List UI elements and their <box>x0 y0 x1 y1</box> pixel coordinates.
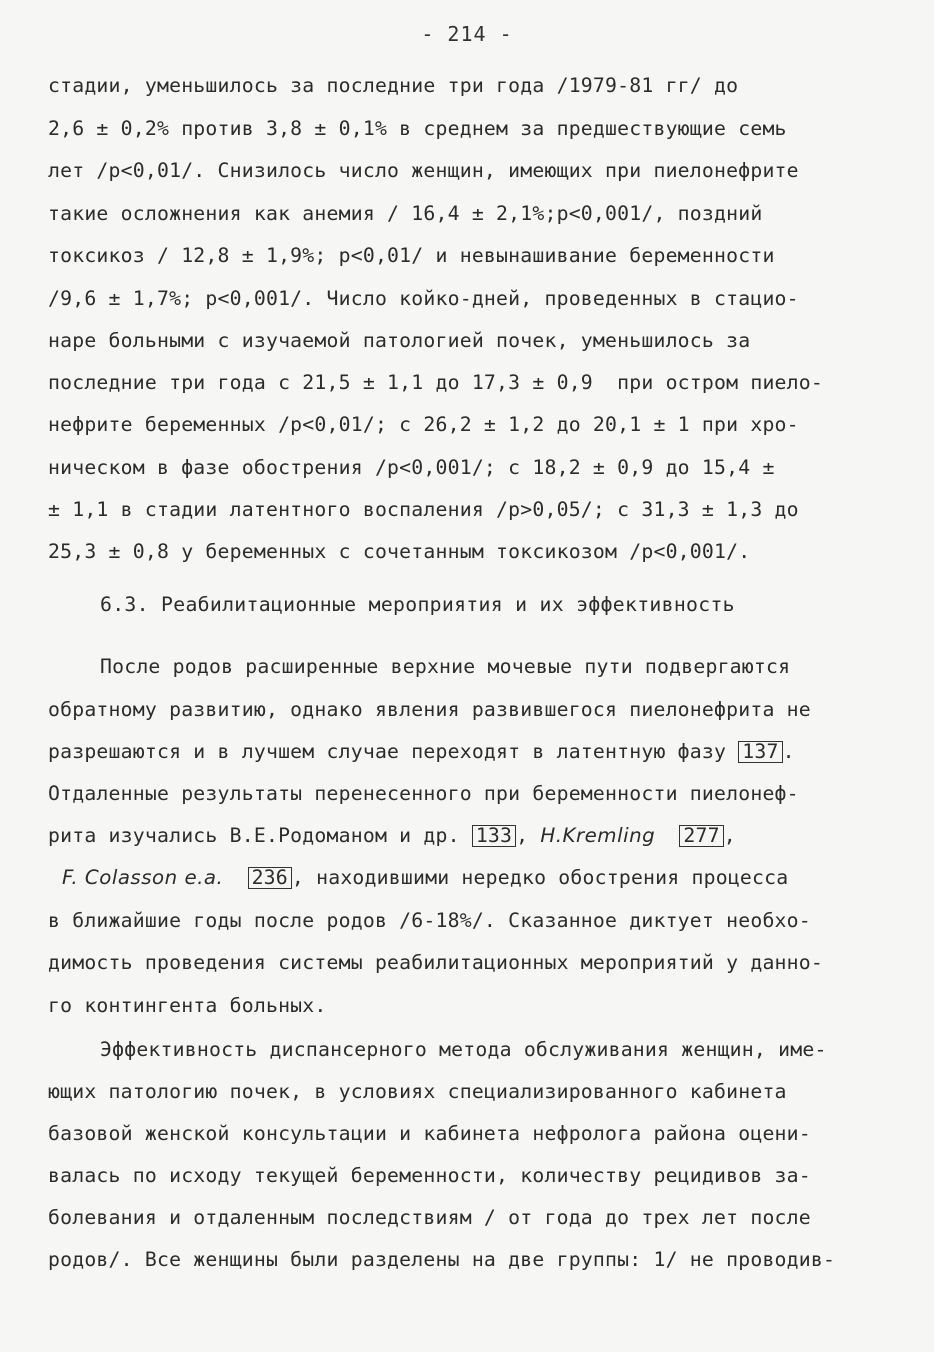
text-line: После родов расширенные верхние мочевые пути подвергаются <box>100 655 791 678</box>
text-span: рита изучались В.Е.Родоманом и др. <box>48 824 472 847</box>
text-line: в ближайшие годы после родов /6-18%/. Сказанное диктует необхо- <box>48 909 811 932</box>
text-line: стадии, уменьшилось за последние три года /1979-81 гг/ до <box>48 74 739 97</box>
text-line: валась по исходу текущей беременности, количеству рецидивов за- <box>48 1164 811 1187</box>
text-line: /9,6 ± 1,7%; р<0,001/. Число койко-дней, проведенных в стацио- <box>48 287 799 310</box>
citation-bracket: 277 <box>679 825 723 847</box>
citation-bracket: 137 <box>738 741 782 763</box>
text-line: токсикоз / 12,8 ± 1,9%; р<0,01/ и невынашивание беременности <box>48 244 775 267</box>
handwritten-author-name: F. Colasson e.a. <box>62 866 224 889</box>
citation-bracket: 236 <box>248 867 292 889</box>
text-line: базовой женской консультации и кабинета нефролога района оцени- <box>48 1122 811 1145</box>
text-line: Отдаленные результаты перенесенного при беременности пиелонеф- <box>48 782 799 805</box>
text-span: . <box>782 740 795 763</box>
text-line: ± 1,1 в стадии латентного воспаления /р>0,05/; с 31,3 ± 1,3 до <box>48 498 799 521</box>
text-line <box>62 866 894 890</box>
text-span <box>655 824 679 847</box>
handwritten-author-name: H.Kremling <box>540 824 656 847</box>
citation-bracket: 133 <box>472 825 516 847</box>
text-line <box>48 824 894 848</box>
text-line: такие осложнения как анемия / 16,4 ± 2,1%;р<0,001/, поздний <box>48 202 763 225</box>
text-line: наре больными с изучаемой патологией почек, уменьшилось за <box>48 329 751 352</box>
text-line: последние три года с 21,5 ± 1,1 до 17,3 ± 0,9 при остром пиело- <box>48 371 823 394</box>
text-line: обратному развитию, однако явления развившегося пиелонефрита не <box>48 698 811 721</box>
text-span: , <box>516 824 541 847</box>
text-line: родов/. Все женщины были разделены на две группы: 1/ не проводив- <box>48 1248 836 1271</box>
text-line: Эффективность диспансерного метода обслуживания женщин, име- <box>100 1038 827 1061</box>
text-line: го контингента больных. <box>48 994 327 1017</box>
text-span <box>223 866 247 889</box>
text-span: разрешаются и в лучшем случае переходят в латентную фазу <box>48 740 739 763</box>
section-heading: 6.3. Реабилитационные мероприятия и их эффективность <box>100 593 735 616</box>
text-line: нефрите беременных /р<0,01/; с 26,2 ± 1,2 до 20,1 ± 1 при хро- <box>48 413 799 436</box>
text-line: лет /р<0,01/. Снизилось число женщин, имеющих при пиелонефрите <box>48 159 799 182</box>
text-span: , находившими нередко обострения процесса <box>291 866 789 889</box>
text-span: , <box>723 824 736 847</box>
text-line: 2,6 ± 0,2% против 3,8 ± 0,1% в среднем за предшествующие семь <box>48 117 787 140</box>
text-line: ющих патологию почек, в условиях специализированного кабинета <box>48 1080 787 1103</box>
text-line: димость проведения системы реабилитационных мероприятий у данно- <box>48 951 823 974</box>
text-line <box>48 740 894 764</box>
text-line: 25,3 ± 0,8 у беременных с сочетанным токсикозом /р<0,001/. <box>48 540 751 563</box>
page-number: - 214 - <box>421 22 513 46</box>
text-line: болевания и отдаленным последствиям / от года до трех лет после <box>48 1206 811 1229</box>
text-line: ническом в фазе обострения /р<0,001/; с 18,2 ± 0,9 до 15,4 ± <box>48 456 775 479</box>
